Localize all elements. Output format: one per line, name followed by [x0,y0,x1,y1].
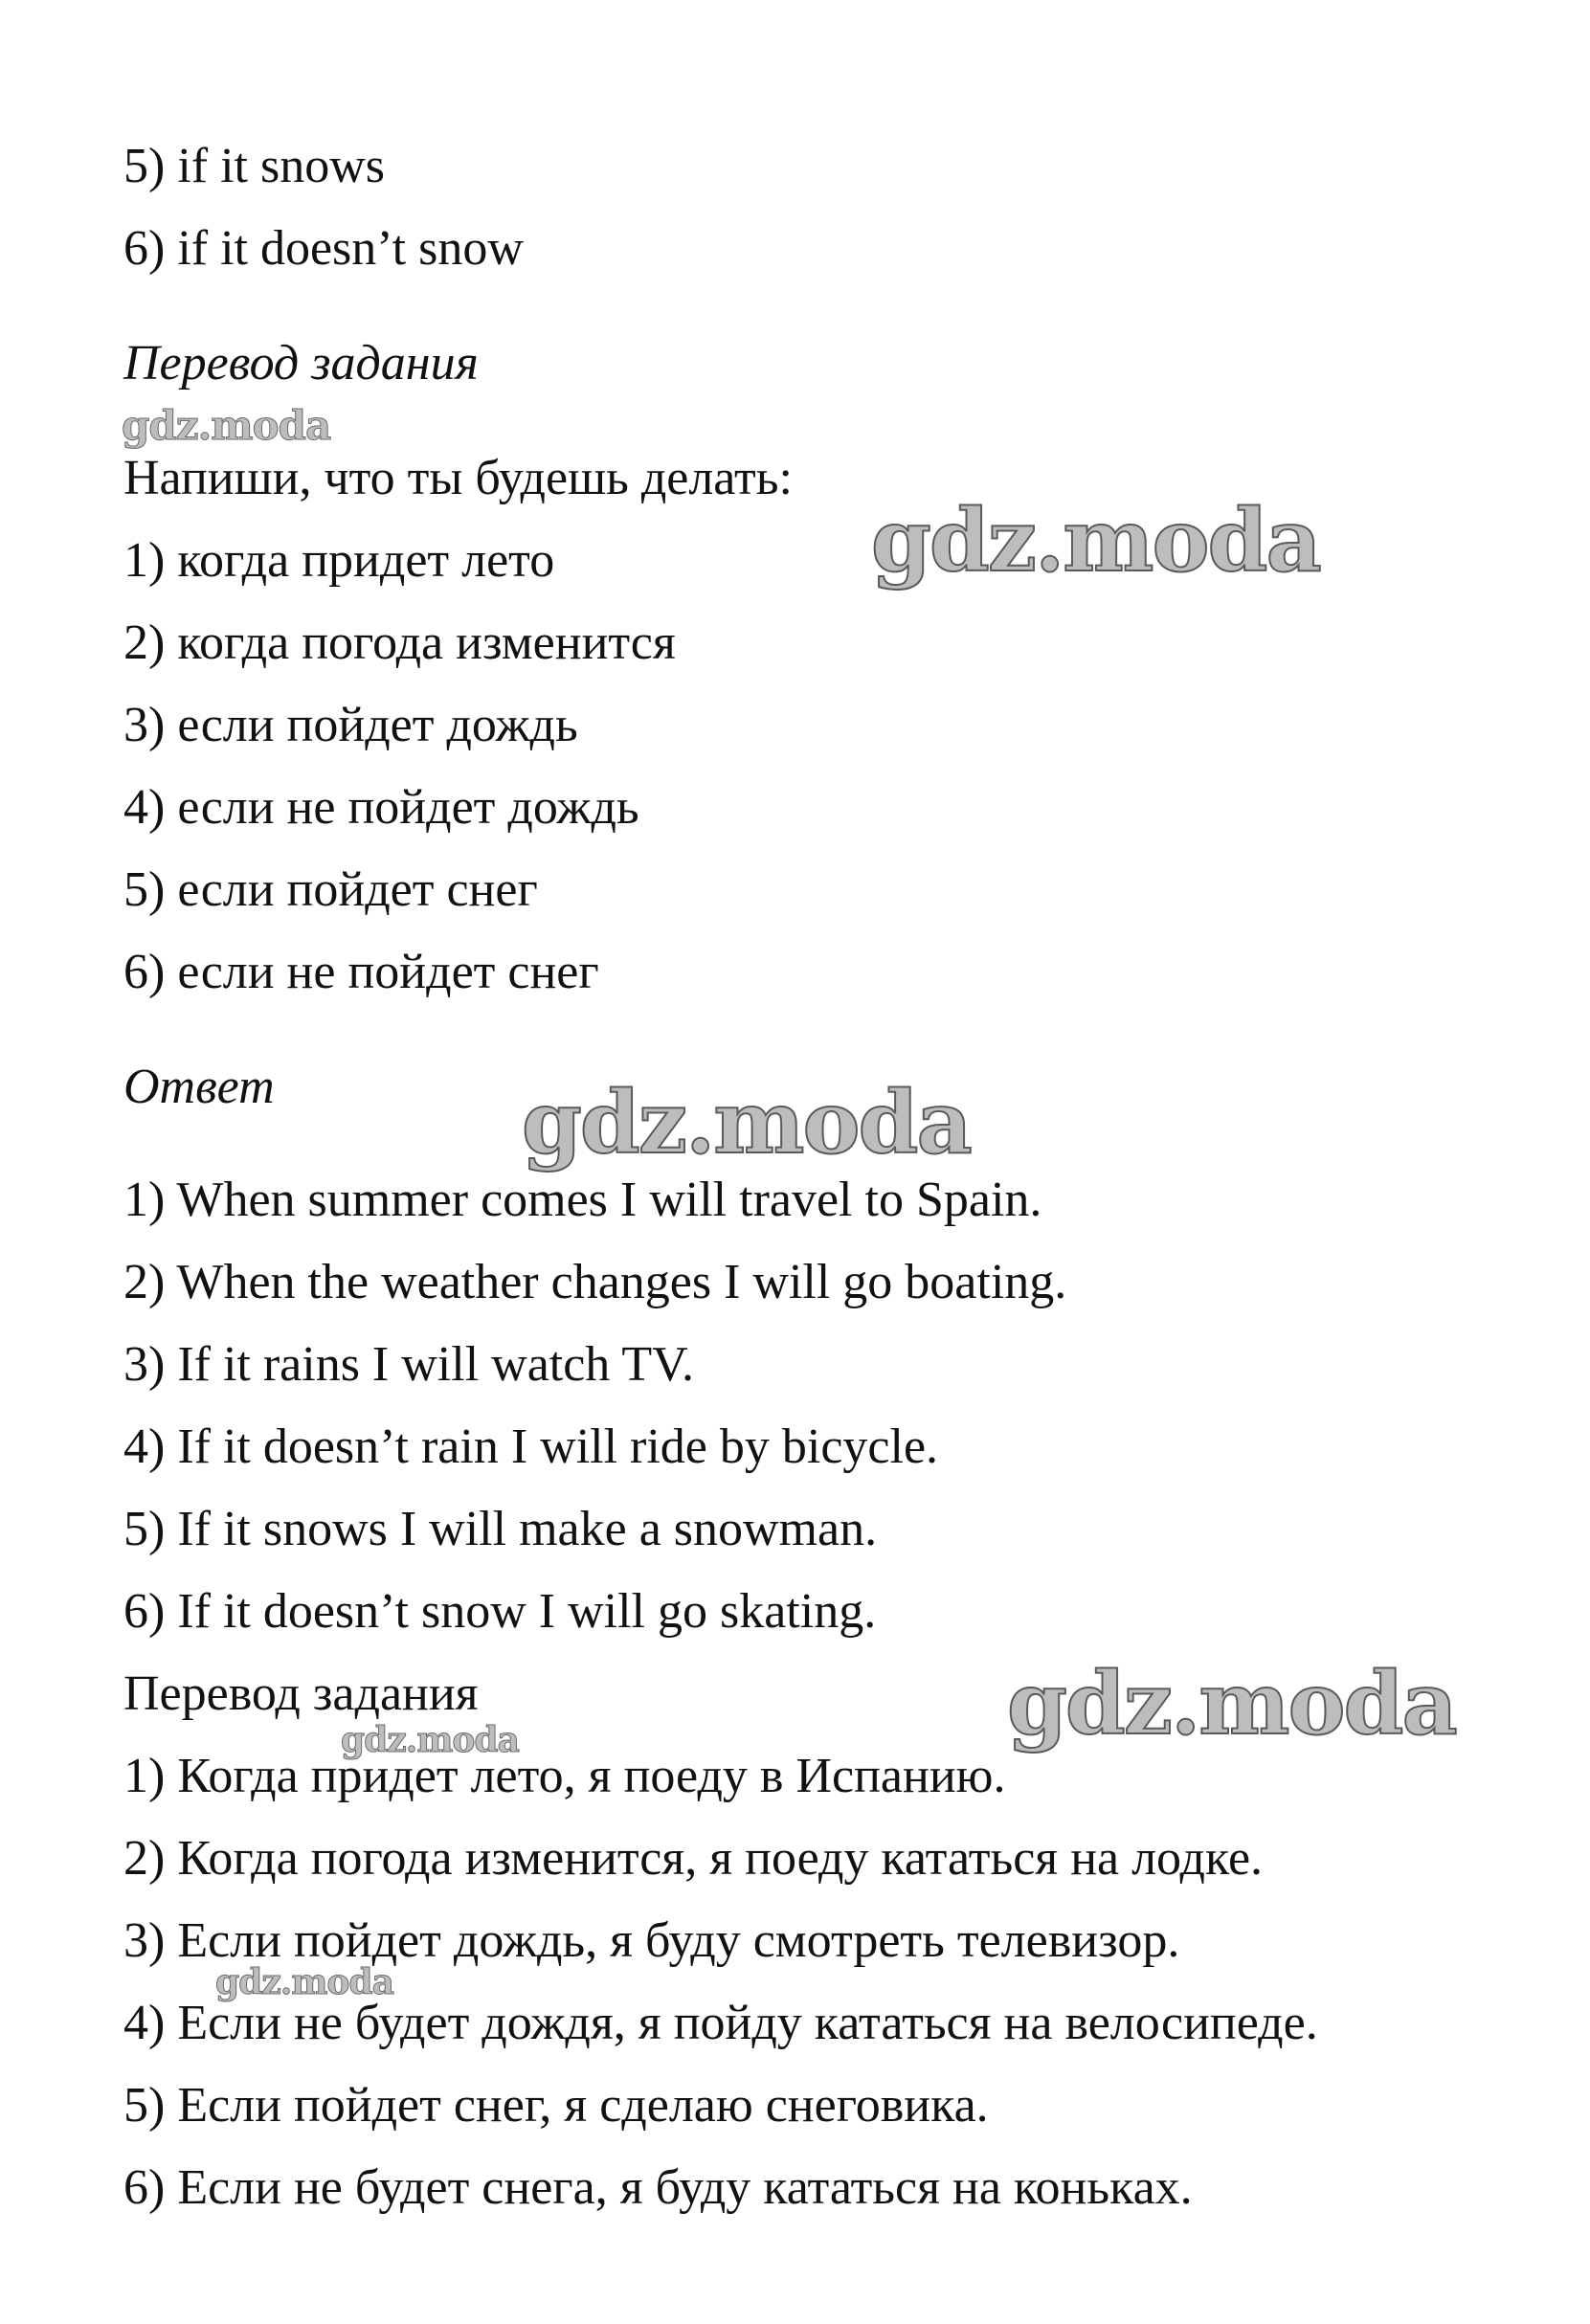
section-heading-answer: Ответ [123,1060,275,1114]
list-item: 2) When the weather changes I will go boating. [123,1255,1067,1309]
list-item: 5) если пойдет снег [123,862,538,917]
watermark: gdz.moda [341,1720,519,1760]
watermark: gdz.moda [871,490,1320,592]
watermark: gdz.moda [522,1072,971,1173]
list-item: 4) если не пойдет дождь [123,780,639,835]
list-item: 5) Если пойдет снег, я сделаю снеговика. [123,2078,989,2133]
watermark: gdz.moda [122,402,331,449]
watermark: gdz.moda [1007,1653,1456,1754]
list-item: 6) Если не будет снега, я буду кататься на коньках. [123,2160,1193,2215]
list-item: 6) if it doesn’t snow [123,221,524,276]
list-item: 2) Когда погода изменится, я поеду кататься на лодке. [123,1831,1264,1886]
watermark: gdz.moda [215,1962,393,2002]
task-intro: Напиши, что ты будешь делать: [123,451,793,505]
section-heading-translation: Перевод задания [123,336,479,391]
list-item: 6) If it doesn’t snow I will go skating. [123,1584,877,1639]
list-item: 2) когда погода изменится [123,615,676,670]
list-item: 1) When summer comes I will travel to Spain. [123,1173,1042,1227]
list-item: 5) If it snows I will make a snowman. [123,1502,878,1556]
section-heading-translation: Перевод задания [123,1666,479,1721]
list-item: 6) если не пойдет снег [123,945,599,999]
list-item: 3) если пойдет дождь [123,698,578,752]
list-item: 5) if it snows [123,139,385,193]
list-item: 4) If it doesn’t rain I will ride by bicycle. [123,1419,939,1474]
list-item: 4) Если не будет дождя, я пойду кататься на велосипеде. [123,1996,1318,2050]
list-item: 3) If it rains I will watch TV. [123,1337,694,1392]
list-item: 3) Если пойдет дождь, я буду смотреть телевизор. [123,1913,1180,1968]
list-item: 1) Когда придет лето, я поеду в Испанию. [123,1749,1006,1803]
list-item: 1) когда придет лето [123,533,555,588]
